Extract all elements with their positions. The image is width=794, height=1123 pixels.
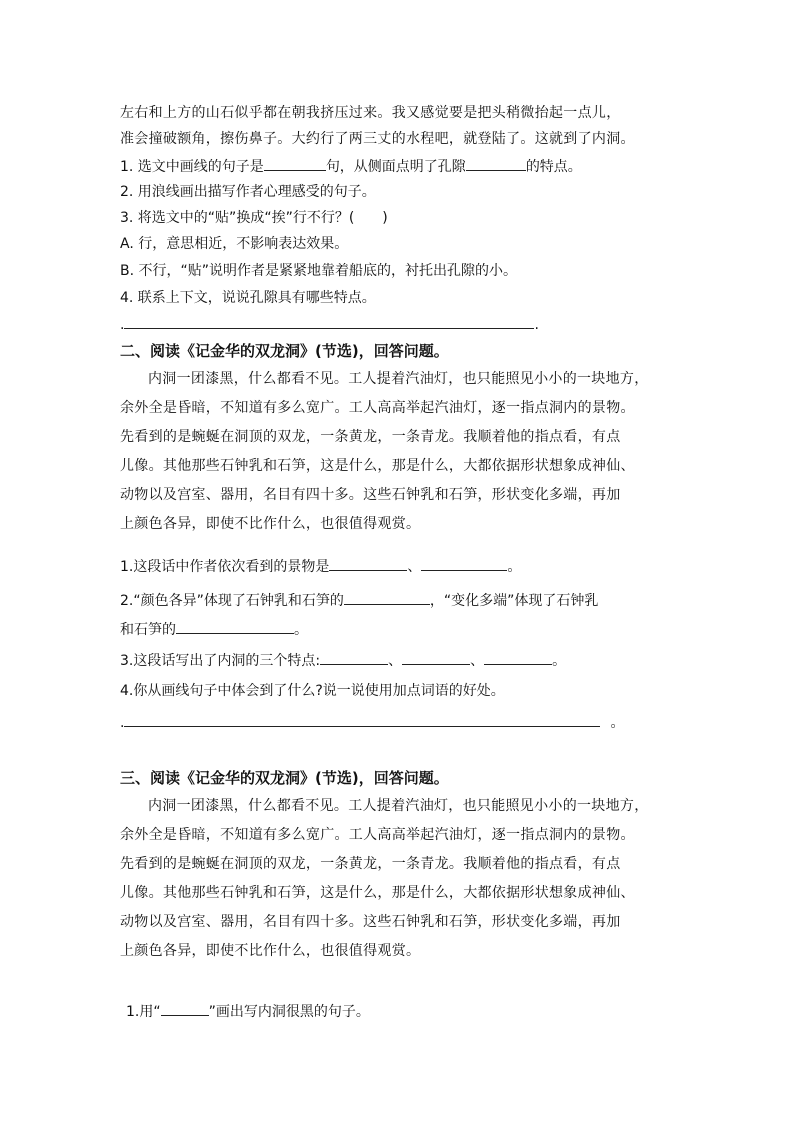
separator: 、 [470,653,485,669]
passage-line: 余外全是昏暗，不知道有多么宽广。工人高高举起汽油灯，逐一指点洞内的景物。 [120,400,635,416]
question-text: 的特点。 [525,159,582,175]
passage-line: 内洞一团漆黑，什么都看不见。工人提着汽油灯，也只能照见小小的一块地方， [148,798,649,814]
question-text: 1.用“ [126,1004,161,1020]
question-1 [126,1001,370,1022]
question-text: ，“变化多端”体现了石钟乳 [429,593,599,609]
answer-blank[interactable] [264,156,326,171]
end-mark: 。 [294,622,308,638]
question-2 [120,590,598,611]
answer-blank[interactable] [344,590,430,605]
answer-blank[interactable] [484,650,552,665]
question-text: 和石笋的 [120,622,176,638]
answer-lead: . [120,715,125,731]
passage-line: 先看到的是蜿蜒在洞顶的双龙，一条黄龙，一条青龙。我顺着他的指点看，有点 [120,856,621,872]
answer-end: 。 [610,715,625,731]
answer-line[interactable] [120,712,624,733]
passage-line: 动物以及宫室、器用，名目有四十多。这些石钟乳和石笋，形状变化多端，再加 [120,487,621,503]
section-3-heading: 三、阅读《记金华的双龙洞》(节选)，回答问题。 [120,769,449,787]
answer-blank[interactable] [329,556,407,571]
passage-line: 内洞一团漆黑，什么都看不见。工人提着汽油灯，也只能照见小小的一块地方， [148,371,649,387]
question-2: 2. 用浪线画出描写作者心理感受的句子。 [120,184,376,200]
answer-lead: . [120,317,125,333]
question-3 [120,650,566,671]
question-2-cont [120,619,308,640]
answer-blank[interactable] [320,650,388,665]
answer-blank[interactable] [124,712,600,727]
passage-line: 余外全是昏暗，不知道有多么宽广。工人高高举起汽油灯，逐一指点洞内的景物。 [120,827,635,843]
passage-line: 上颜色各异，即使不比作什么，也很值得观赏。 [120,516,421,532]
question-text: 句，从侧面点明了孔隙 [325,159,466,175]
question-text: ”画出写内洞很黑的句子。 [208,1004,370,1020]
question-1 [120,156,582,177]
question-text: 3.这段话写出了内洞的三个特点: [120,653,321,669]
passage-line: 左右和上方的山石似乎都在朝我挤压过来。我又感觉要是把头稍微抬起一点儿， [120,105,621,121]
question-text: 1. 选文中画线的句子是 [120,159,264,175]
passage-line: 上颜色各异，即使不比作什么，也很值得观赏。 [120,943,421,959]
passage-line: 先看到的是蜿蜒在洞顶的双龙，一条黄龙，一条青龙。我顺着他的指点看，有点 [120,429,621,445]
passage-line: 准会撞破额角，擦伤鼻子。大约行了两三丈的水程吧，就登陆了。这就到了内洞。 [120,131,635,147]
passage-line: 动物以及宫室、器用，名目有四十多。这些石钟乳和石笋，形状变化多端，再加 [120,914,621,930]
answer-blank[interactable] [421,556,507,571]
end-mark: 。 [552,653,567,669]
answer-blank[interactable] [466,156,526,171]
question-text: 2.“颜色各异”体现了石钟乳和石笋的 [120,593,344,609]
answer-blank[interactable] [161,1001,209,1016]
question-4: 4. 联系上下文，说说孔隙具有哪些特点。 [120,290,376,306]
question-text: 1.这段话中作者依次看到的景物是 [120,559,330,575]
answer-line[interactable] [120,314,539,335]
answer-blank[interactable] [176,619,294,634]
answer-blank[interactable] [402,650,470,665]
option-b: B. 不行，“贴”说明作者是紧紧地靠着船底的，衬托出孔隙的小。 [120,263,518,279]
question-3: 3. 将选文中的“贴”换成“挨”行不行？( ) [120,210,388,226]
question-4: 4.你从画线句子中体会到了什么?说一说使用加点词语的好处。 [120,683,505,699]
answer-end: . [534,317,539,333]
section-2-heading: 二、阅读《记金华的双龙洞》(节选)，回答问题。 [120,342,449,360]
separator: 、 [407,559,422,575]
question-1 [120,556,521,577]
option-a: A. 行，意思相近，不影响表达效果。 [120,236,349,252]
end-mark: 。 [507,559,522,575]
passage-line: 儿像。其他那些石钟乳和石笋，这是什么，那是什么，大都依据形状想象成神仙、 [120,458,635,474]
passage-line: 儿像。其他那些石钟乳和石笋，这是什么，那是什么，大都依据形状想象成神仙、 [120,885,635,901]
answer-blank[interactable] [124,314,534,329]
separator: 、 [388,653,403,669]
